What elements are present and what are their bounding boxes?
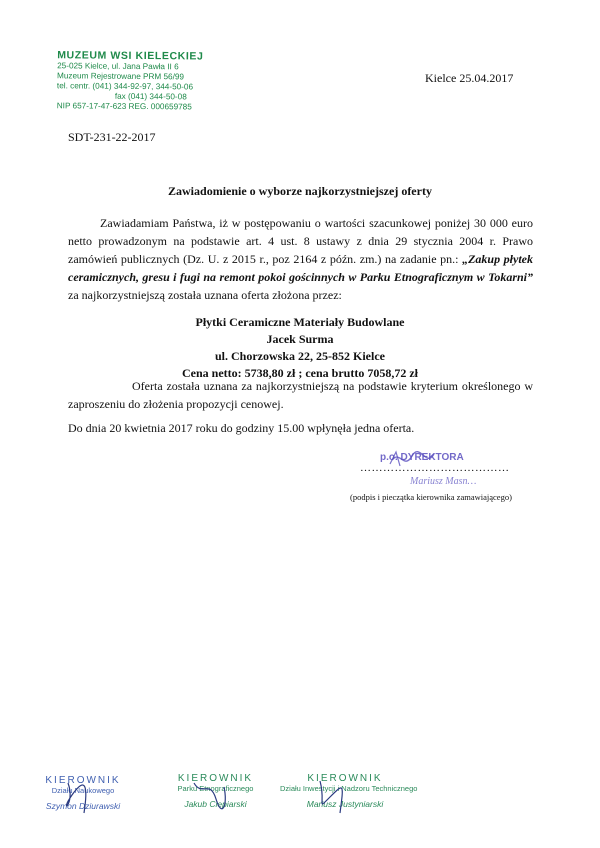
task-name: „Zakup płytek ceramicznych, gresu i fugi na remont pokoi gościnnych w Parku Etnograficznym w Tokarni” bbox=[68, 252, 533, 284]
museum-header-stamp bbox=[57, 49, 228, 112]
offer-address: ul. Chorzowska 22, 25-852 Kielce bbox=[215, 349, 385, 363]
stamp-nip: NIP 657-17-47-623 REG. 000659785 bbox=[56, 101, 192, 112]
offer-person: Jacek Surma bbox=[266, 332, 334, 346]
director-stamp: p.o. DYREKTORA bbox=[380, 452, 464, 463]
approval-stamp-1 bbox=[28, 775, 138, 811]
stamp1-title: KIEROWNIK bbox=[45, 775, 121, 786]
stamp2-title: KIEROWNIK bbox=[177, 773, 254, 784]
stamp3-name: Mariusz Justyniarski bbox=[306, 799, 384, 809]
signature-line: ………………………………… bbox=[360, 462, 510, 474]
main-paragraph bbox=[68, 214, 533, 304]
paragraph1-intro: Zawiadamiam Państwa, iż w postępowaniu o wartości szacunkowej poniżej 30 000 euro netto prowadzonym na podstawie art. 4 ust. 8 ustawy z dnia 29 stycznia 2004 r. Prawo zamówień publicznych (Dz. U. z 2015 r., poz 2164 z późn. zm.) na zadanie pn.: bbox=[68, 216, 533, 266]
director-name-stamp: Mariusz Masn… bbox=[410, 476, 477, 487]
criterion-paragraph: Oferta została uznana za najkorzystniejszą na podstawie kryterium określonego w zaproszeniu do złożenia propozycji cenowej. bbox=[68, 379, 533, 411]
winning-offer-block bbox=[0, 314, 600, 382]
stamp3-dept: Działu Inwestycji i Nadzoru Technicznego bbox=[280, 784, 418, 793]
stamp-address: 25-025 Kielce, ul. Jana Pawła II 6 bbox=[57, 61, 179, 72]
approval-stamp-3 bbox=[280, 773, 418, 809]
offer-company: Płytki Ceramiczne Materiały Budowlane bbox=[195, 315, 405, 329]
stamp2-dept: Parku Etnograficznego bbox=[177, 784, 254, 793]
stamp-fax: fax (041) 344-50-08 bbox=[114, 91, 187, 102]
closing-paragraphs bbox=[68, 377, 533, 437]
signature-block bbox=[330, 448, 530, 508]
stamp2-name: Jakub Ciepiarski bbox=[184, 799, 247, 809]
stamp1-name: Szymon Dziurawski bbox=[45, 801, 121, 811]
offers-count-paragraph: Do dnia 20 kwietnia 2017 roku do godziny 15.00 wpłynęła jedna oferta. bbox=[68, 421, 415, 435]
paragraph1-outro: za najkorzystniejszą została uznana oferta złożona przez: bbox=[68, 288, 342, 302]
stamp-registration: Muzeum Rejestrowane PRM 56/99 bbox=[57, 71, 185, 82]
offer-price: Cena netto: 5738,80 zł ; cena brutto 7058,72 zł bbox=[182, 366, 418, 380]
stamp-phone: tel. centr. (041) 344-92-97, 344-50-06 bbox=[56, 81, 194, 92]
reference-number: SDT-231-22-2017 bbox=[68, 130, 156, 144]
museum-name: MUZEUM WSI KIELECKIEJ bbox=[57, 49, 204, 63]
stamp3-title: KIEROWNIK bbox=[307, 773, 383, 784]
stamp1-dept: Działu Naukowego bbox=[51, 786, 115, 795]
signature-caption: (podpis i pieczątka kierownika zamawiającego) bbox=[350, 492, 512, 502]
approval-stamp-2 bbox=[158, 773, 273, 809]
document-date: Kielce 25.04.2017 bbox=[425, 71, 514, 85]
document-title: Zawiadomienie o wyborze najkorzystniejszej oferty bbox=[168, 184, 432, 198]
